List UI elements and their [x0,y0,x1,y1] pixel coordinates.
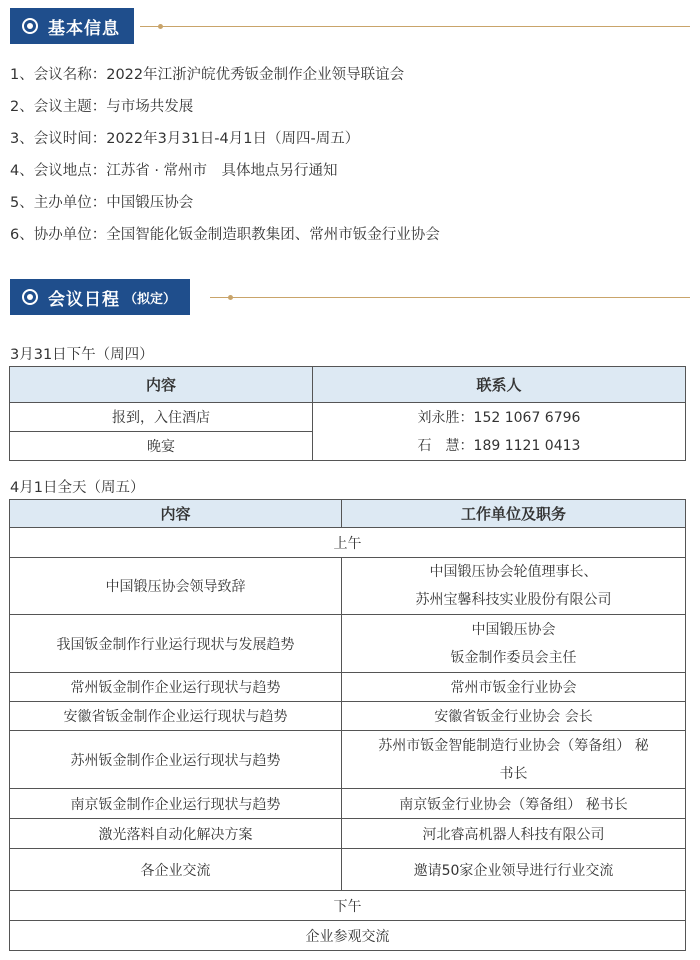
table-row [10,731,686,789]
table-header-row [10,500,686,528]
column-header-content: 内容 [10,367,313,403]
schedule-content-cell: 苏州钣金制作企业运行现状与趋势 [10,731,342,789]
column-header-content: 内容 [10,500,342,528]
session-label: 上午 [10,528,686,558]
info-item: 2、会议主题：与市场共发展 [10,99,194,115]
schedule-content-cell: 常州钣金制作企业运行现状与趋势 [10,673,342,702]
org-line: 苏州市钣金智能制造行业协会（筹备组） 秘 [378,737,649,754]
org-line: 苏州宝馨科技实业股份有限公司 [415,592,612,608]
section-header-basic-info [10,8,134,44]
day2-date-label: 4月1日全天（周五） [10,480,145,496]
table-row [10,789,686,819]
info-item: 1、会议名称：2022年江浙沪皖优秀钣金制作企业领导联谊会 [10,67,405,83]
target-bullet-icon [22,18,38,34]
section-badge [10,279,190,315]
section-title: 基本信息 [48,18,120,39]
schedule-content-cell: 南京钣金制作企业运行现状与趋势 [10,789,342,819]
info-item: 5、主办单位：中国锻压协会 [10,195,194,211]
contact-cell [313,403,686,461]
org-line: 钣金制作委员会主任 [450,649,577,666]
session-label: 下午 [10,891,686,921]
table-row [10,615,686,673]
table-header-row [10,367,686,403]
basic-info-list [10,64,690,256]
schedule-content-cell: 企业参观交流 [10,921,686,951]
contact-line: 刘永胜：152 1067 6796 [417,409,581,426]
schedule-content-cell: 激光落料自动化解决方案 [10,819,342,849]
table-row [10,558,686,615]
org-line: 书长 [499,765,528,782]
table-row [10,702,686,731]
table-row [10,819,686,849]
table-row [10,403,686,432]
org-line: 中国锻压协会 [471,621,556,638]
column-header-contact: 联系人 [313,367,686,403]
column-header-org: 工作单位及职务 [342,500,686,528]
org-cell: 河北睿高机器人科技有限公司 [342,819,686,849]
org-cell [342,731,686,789]
schedule-content-cell: 中国锻压协会领导致辞 [10,558,342,615]
info-item: 4、会议地点：江苏省 · 常州市 具体地点另行通知 [10,163,338,179]
section-subtitle: （拟定） [124,291,177,307]
schedule-content-cell: 我国钣金制作行业运行现状与发展趋势 [10,615,342,673]
divider-dot-icon [228,295,233,300]
org-cell [342,615,686,673]
org-cell: 安徽省钣金行业协会 会长 [342,702,686,731]
org-cell: 南京钣金行业协会（筹备组） 秘书长 [342,789,686,819]
section-badge [10,8,134,44]
schedule-content-cell: 各企业交流 [10,849,342,891]
org-line: 中国锻压协会轮值理事长、 [429,564,598,580]
day2-schedule-table [9,499,686,951]
table-row [10,921,686,951]
table-row [10,673,686,702]
day1-schedule-table [9,366,686,461]
schedule-content-cell: 安徽省钣金制作企业运行现状与趋势 [10,702,342,731]
org-cell [342,558,686,615]
org-cell: 常州市钣金行业协会 [342,673,686,702]
session-row-morning [10,528,686,558]
table-row [10,849,686,891]
contact-line: 石 慧：189 1121 0413 [417,437,581,454]
schedule-content-cell: 报到，入住酒店 [10,403,313,432]
day1-date-label: 3月31日下午（周四） [10,347,154,363]
session-row-afternoon [10,891,686,921]
section-divider [140,26,690,27]
info-item: 3、会议时间：2022年3月31日-4月1日（周四-周五） [10,131,360,147]
org-cell: 邀请50家企业领导进行行业交流 [342,849,686,891]
section-header-schedule [10,279,190,315]
target-bullet-icon [22,289,38,305]
section-divider [210,297,690,298]
section-title: 会议日程 [48,289,120,310]
info-item: 6、协办单位：全国智能化钣金制造职教集团、常州市钣金行业协会 [10,227,440,243]
schedule-content-cell: 晚宴 [10,432,313,461]
divider-dot-icon [158,24,163,29]
